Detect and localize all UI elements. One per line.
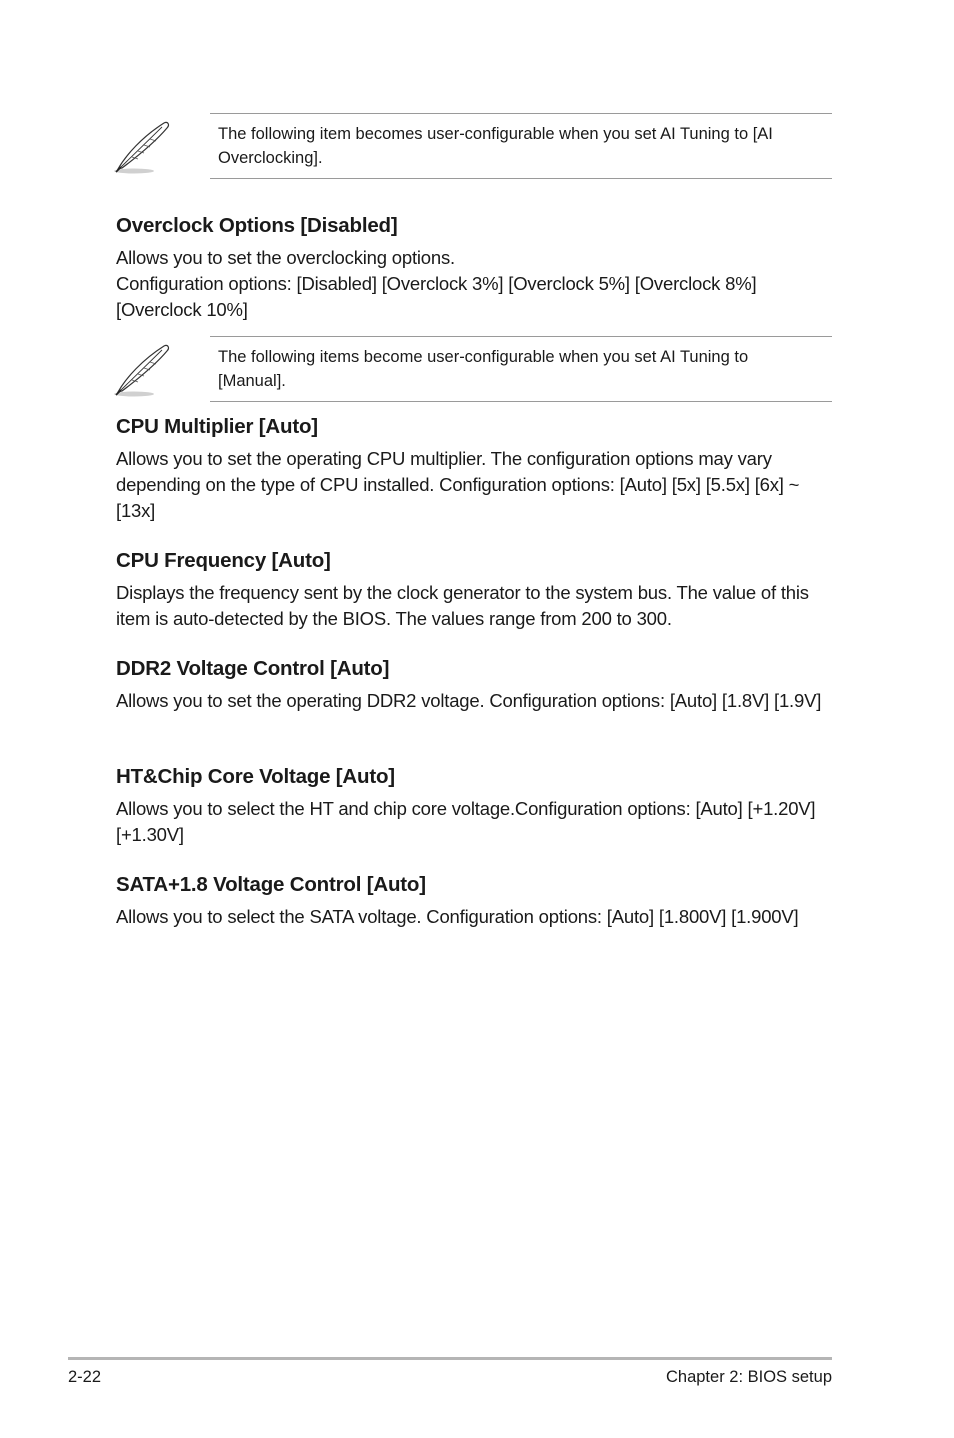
section-description: Allows you to set the operating CPU multiplier. The configuration options may vary depending on the type of CPU installed. Configuration options: [Auto] [5x] [5.5x] [6x] ~ [13x] — [116, 448, 800, 521]
section-description: Allows you to set the operating DDR2 voltage. Configuration options: [Auto] [1.8V] [1.9V] — [116, 690, 822, 711]
note-top-rule — [210, 113, 832, 114]
note-text: The following item becomes user-configurable when you set AI Tuning to [AI Overclocking]. — [218, 125, 773, 167]
section-title: HT&Chip Core Voltage [Auto] — [116, 765, 395, 788]
section-title: DDR2 Voltage Control [Auto] — [116, 657, 390, 680]
section-cpu-frequency — [116, 548, 832, 632]
section-title: CPU Frequency [Auto] — [116, 549, 331, 572]
note-text: The following items become user-configurable when you set AI Tuning to [Manual]. — [218, 348, 749, 390]
section-overclock-options — [116, 213, 832, 323]
footer-rule — [68, 1357, 832, 1360]
note-box — [112, 113, 832, 179]
section-cpu-multiplier — [116, 414, 832, 524]
section-description: Allows you to set the overclocking options. — [116, 247, 455, 268]
section-title: CPU Multiplier [Auto] — [116, 415, 318, 438]
quill-pen-icon — [112, 342, 174, 398]
note-top-rule — [210, 336, 832, 337]
note-bottom-rule — [210, 401, 832, 402]
section-ddr2-voltage — [116, 656, 832, 714]
section-description: Allows you to select the SATA voltage. Configuration options: [Auto] [1.800V] [1.900V] — [116, 906, 799, 927]
section-title: SATA+1.8 Voltage Control [Auto] — [116, 873, 426, 896]
note-box — [112, 336, 832, 402]
section-description: Displays the frequency sent by the clock generator to the system bus. The value of this item is auto-detected by the BIOS. The values range from 200 to 300. — [116, 582, 809, 629]
note-bottom-rule — [210, 178, 832, 179]
section-sata-voltage — [116, 872, 832, 930]
section-ht-chip-core-voltage — [116, 764, 832, 848]
section-description: Allows you to select the HT and chip core voltage.Configuration options: [Auto] [+1.20V] [+1.30V] — [116, 798, 816, 845]
quill-pen-icon — [112, 119, 174, 175]
section-options: Configuration options: [Disabled] [Overclock 3%] [Overclock 5%] [Overclock 8%] [Overclock 10%] — [116, 273, 757, 320]
section-title: Overclock Options [Disabled] — [116, 214, 398, 237]
chapter-label: Chapter 2: BIOS setup — [665, 1368, 832, 1386]
page-number: 2-22 — [68, 1368, 102, 1386]
